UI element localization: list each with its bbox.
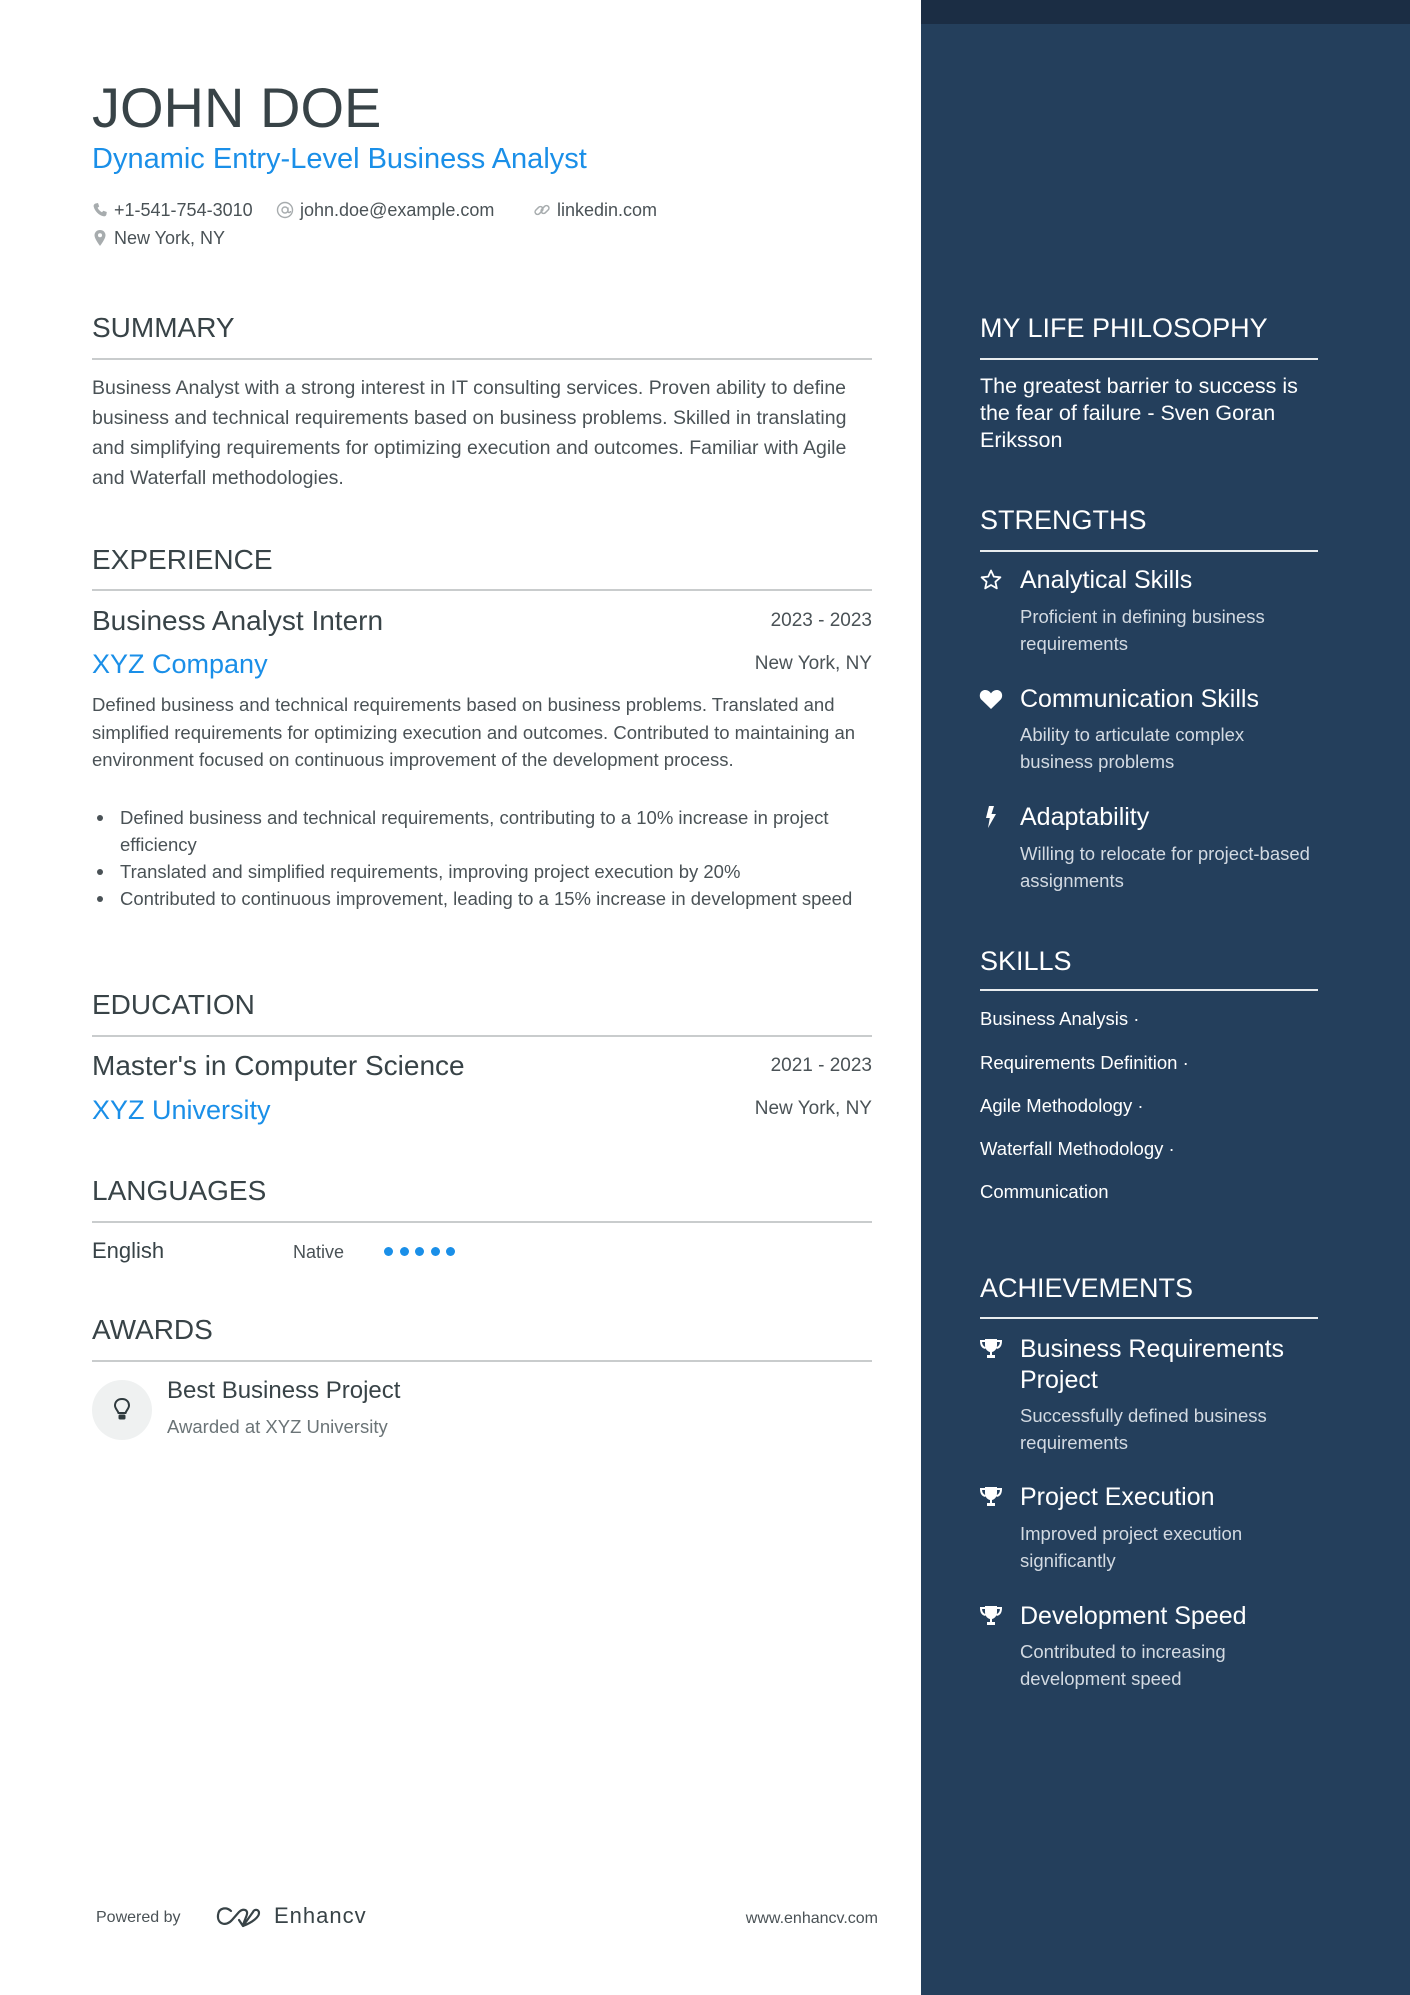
skill-item: Waterfall Methodology · <box>980 1138 1175 1159</box>
philosophy-divider <box>980 358 1318 360</box>
language-rating-dot <box>446 1247 455 1256</box>
contact-linkedin[interactable] <box>533 199 657 221</box>
section-heading-philosophy: MY LIFE PHILOSOPHY <box>980 313 1268 343</box>
strength-description: Proficient in defining business requirements <box>1020 606 1265 654</box>
achievement-title: Development Speed <box>1020 1602 1247 1630</box>
section-heading-strengths: STRENGTHS <box>980 505 1147 535</box>
trophy-icon <box>978 1485 1004 1509</box>
achievement-title: Project Execution <box>1020 1483 1215 1511</box>
contact-location-text: New York, NY <box>114 228 226 248</box>
strength-icon <box>978 804 1004 830</box>
section-heading-achievements: ACHIEVEMENTS <box>980 1273 1194 1303</box>
footer-brand: Enhancv <box>274 1903 367 1928</box>
education-dates: 2021 - 2023 <box>770 1055 872 1076</box>
summary-text: Business Analyst with a strong interest in IT consulting services. Proven ability to define business and technical requirements based on business problems. Skilled in translating and simplifying requirements for optimizing execution and outcomes. Familiar with Agile and Waterfall methodologies. <box>92 377 847 489</box>
job-bullets <box>92 804 882 912</box>
education-location: New York, NY <box>754 1098 872 1119</box>
award-title: Best Business Project <box>167 1377 401 1404</box>
job-bullet: Contributed to continuous improvement, leading to a 15% increase in development speed <box>92 885 882 912</box>
strength-title: Adaptability <box>1020 803 1150 831</box>
strength-description: Willing to relocate for project-based assignments <box>1020 843 1310 891</box>
section-heading-skills: SKILLS <box>980 946 1072 976</box>
achievements-divider <box>980 1317 1318 1319</box>
job-location: New York, NY <box>754 653 872 674</box>
footer-url[interactable]: www.enhancv.com <box>745 1910 878 1927</box>
contact-location <box>92 227 225 249</box>
language-level: Native <box>293 1242 345 1262</box>
link-icon <box>533 201 551 219</box>
strength-title: Communication Skills <box>1020 685 1259 713</box>
contact-phone-text: +1-541-754-3010 <box>114 200 253 220</box>
awards-divider <box>92 1360 872 1362</box>
achievement-description: Improved project execution significantly <box>1020 1523 1243 1571</box>
language-rating-dot <box>431 1247 440 1256</box>
job-role: Business Analyst Intern <box>92 605 384 636</box>
job-bullet: Translated and simplified requirements, improving project execution by 20% <box>92 858 882 885</box>
skill-item: Business Analysis · <box>980 1008 1140 1029</box>
skill-item: Agile Methodology · <box>980 1095 1144 1116</box>
section-heading-awards: AWARDS <box>92 1314 213 1345</box>
summary-divider <box>92 358 872 360</box>
education-divider <box>92 1035 872 1037</box>
section-heading-education: EDUCATION <box>92 989 255 1020</box>
sidebar <box>921 0 1410 1995</box>
trophy-icon <box>978 1337 1004 1361</box>
phone-icon <box>92 202 108 218</box>
location-icon <box>92 229 108 247</box>
achievement-title: Business Requirements Project <box>1020 1335 1285 1394</box>
lightbulb-icon <box>112 1397 132 1423</box>
achievement-icon <box>978 1484 1004 1510</box>
strength-title: Analytical Skills <box>1020 566 1193 594</box>
education-degree: Master's in Computer Science <box>92 1050 465 1081</box>
strength-description: Ability to articulate complex business problems <box>1020 724 1245 772</box>
sidebar-top-band <box>921 0 1410 24</box>
star-icon <box>979 568 1003 592</box>
skill-item: Communication <box>980 1181 1109 1202</box>
education-school[interactable]: XYZ University <box>92 1095 271 1125</box>
job-dates: 2023 - 2023 <box>770 610 872 631</box>
contact-phone[interactable] <box>92 199 253 221</box>
award-icon-badge <box>92 1380 152 1440</box>
achievement-description: Contributed to increasing development speed <box>1020 1641 1226 1689</box>
bolt-icon <box>983 805 999 829</box>
candidate-name: JOHN DOE <box>92 76 382 139</box>
strength-icon <box>978 686 1004 712</box>
candidate-title: Dynamic Entry-Level Business Analyst <box>92 143 587 175</box>
footer-powered-by: Powered by <box>96 1909 181 1926</box>
language-name: English <box>92 1238 165 1263</box>
section-heading-experience: EXPERIENCE <box>92 544 273 575</box>
language-rating-dot <box>415 1247 424 1256</box>
achievement-description: Successfully defined business requirements <box>1020 1405 1267 1453</box>
achievement-icon <box>978 1336 1004 1362</box>
job-description: Defined business and technical requirements based on business problems. Translated and simplified requirements for optimizing execution and outcomes. Contributed to maintaining an environment focused on continuous improvement of the development process. <box>92 694 856 770</box>
job-company[interactable]: XYZ Company <box>92 649 268 679</box>
skills-divider <box>980 989 1318 991</box>
skill-item: Requirements Definition · <box>980 1052 1189 1073</box>
strength-icon <box>978 567 1004 593</box>
section-heading-summary: SUMMARY <box>92 312 235 343</box>
language-rating-dot <box>384 1247 393 1256</box>
experience-divider <box>92 589 872 591</box>
trophy-icon <box>978 1604 1004 1628</box>
section-heading-languages: LANGUAGES <box>92 1175 267 1206</box>
language-rating-dot <box>400 1247 409 1256</box>
job-bullet: Defined business and technical requirements, contributing to a 10% increase in project efficiency <box>92 804 882 858</box>
contact-linkedin-text: linkedin.com <box>557 200 658 220</box>
at-icon <box>276 201 294 219</box>
languages-divider <box>92 1221 872 1223</box>
enhancv-logo[interactable] <box>215 1904 263 1932</box>
enhancv-logo-icon <box>215 1904 263 1932</box>
heart-icon <box>978 687 1004 711</box>
contact-email[interactable] <box>276 199 494 221</box>
achievement-icon <box>978 1603 1004 1629</box>
strengths-divider <box>980 550 1318 552</box>
award-subtitle: Awarded at XYZ University <box>167 1416 388 1437</box>
contact-email-text: john.doe@example.com <box>300 200 495 220</box>
philosophy-quote: The greatest barrier to success is the fear of failure - Sven Goran Eriksson <box>980 374 1298 452</box>
